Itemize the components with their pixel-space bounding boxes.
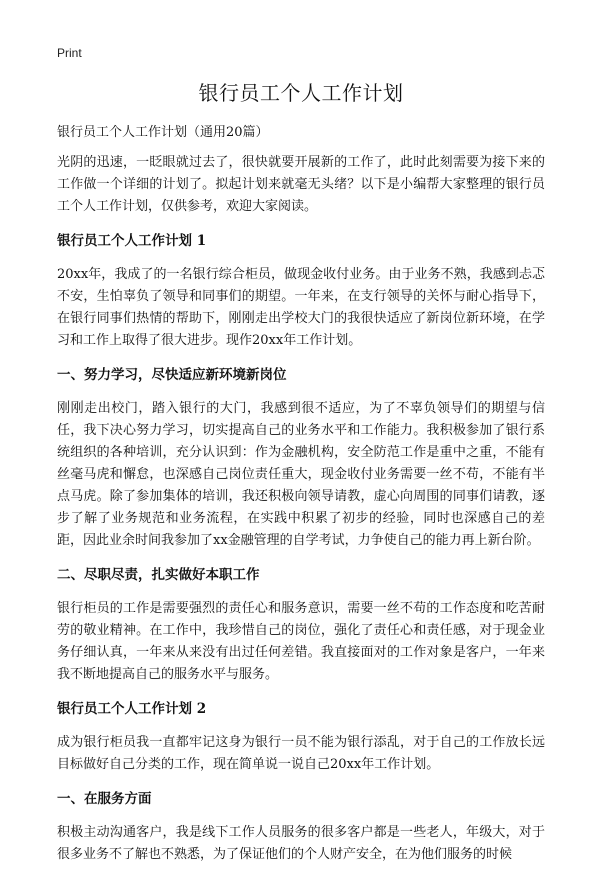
plan1-heading: 银行员工个人工作计划 1 <box>57 233 207 249</box>
section1-heading: 一、努力学习，尽快适应新环境新岗位 <box>57 367 287 383</box>
plan2-paragraph: 成为银行柜员我一直都牢记这身为银行一员不能为银行添乱，对于自己的工作放长远目标做好自己分类的工作，现在简单说一说自己20xx年工作计划。 <box>57 735 545 772</box>
section3-paragraph: 积极主动沟通客户，我是线下工作人员服务的很多客户都是一些老人，年级大，对于很多业务不了解也不熟悉，为了保证他们的个人财产安全，在为他们服务的时候 <box>57 825 545 862</box>
intro-paragraph: 光阴的迅速，一眨眼就过去了，很快就要开展新的工作了，此时此刻需要为接下来的工作做一个详细的计划了。拟起计划来就毫无头绪？以下是小编帮大家整理的银行员工个人工作计划，仅供参考，欢迎大家阅读。 <box>57 155 545 214</box>
plan2-heading: 银行员工个人工作计划 2 <box>57 701 207 717</box>
plan1-paragraph: 20xx年，我成了的一名银行综合柜员，做现金收付业务。由于业务不熟，我感到忐忑不安，生怕辜负了领导和同事们的期望。一年来，在支行领导的关怀与耐心指导下，在银行同事们热情的帮助下，刚刚走出学校大门的我很快适应了新岗位新环境，在学习和工作上取得了很大进步。现作20xx年工作计划。 <box>57 267 545 348</box>
document-page <box>57 78 545 878</box>
section3-heading: 一、在服务方面 <box>57 791 152 807</box>
section2-paragraph: 银行柜员的工作是需要强烈的责任心和服务意识，需要一丝不苟的工作态度和吃苦耐劳的敬业精神。在工作中，我珍惜自己的岗位，强化了责任心和责任感，对于现金业务仔细认真，一年来从来没有出过任何差错。我直接面对的工作对象是客户，一年来我不断地提高自己的服务水平与服务。 <box>57 601 545 682</box>
section1-paragraph: 刚刚走出校门，踏入银行的大门，我感到很不适应，为了不辜负领导们的期望与信任，我下决心努力学习，切实提高自己的业务水平和工作能力。我积极参加了银行系统组织的各种培训，充分认识到：作为金融机构，安全防范工作是重中之重，不能有丝毫马虎和懈怠，也深感自己岗位责任重大，现金收付业务需要一丝不苟，不能有半点马虎。除了参加集体的培训，我还积极向领导请教，虚心向周围的同事们请教，逐步了解了业务规范和业务流程，在实践中积累了初步的经验，同时也深感自己的差距，因此业余时间我参加了xx金融管理的自学考试，力争使自己的能力再上新台阶。 <box>57 401 545 548</box>
print-link[interactable]: Print <box>57 46 82 60</box>
section2-heading: 二、尽职尽责，扎实做好本职工作 <box>57 567 260 583</box>
document-subtitle: 银行员工个人工作计划（通用20篇） <box>57 125 269 140</box>
page-title: 银行员工个人工作计划 <box>198 81 404 105</box>
